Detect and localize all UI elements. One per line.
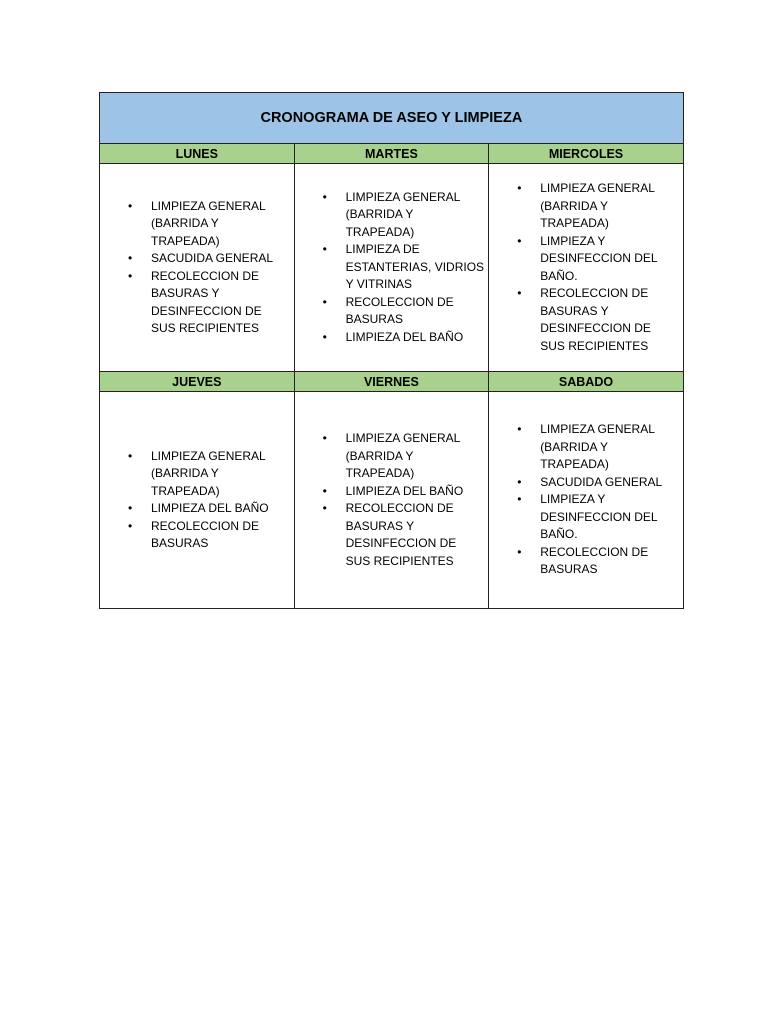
bullet-icon: • bbox=[322, 294, 327, 309]
tasks-cell-viernes bbox=[294, 392, 489, 609]
tasks-cell-martes bbox=[294, 164, 489, 372]
schedule-title: CRONOGRAMA DE ASEO Y LIMPIEZA bbox=[100, 93, 684, 144]
task-text: LIMPIEZA DEL BAÑO bbox=[345, 329, 464, 344]
task-item bbox=[517, 474, 679, 492]
task-text: LIMPIEZA GENERAL (BARRIDA Y TRAPEADA) bbox=[540, 181, 655, 230]
day-header-jueves: JUEVES bbox=[100, 372, 295, 392]
task-text: SACUDIDA GENERAL bbox=[540, 474, 663, 489]
task-item bbox=[128, 448, 290, 501]
task-item bbox=[128, 518, 290, 553]
task-text: RECOLECCION DE BASURAS Y DESINFECCION DE SUS RECIPIENTES bbox=[540, 286, 651, 353]
task-text: LIMPIEZA GENERAL (BARRIDA Y TRAPEADA) bbox=[151, 448, 266, 498]
bullet-icon: • bbox=[128, 518, 133, 533]
task-item bbox=[322, 329, 485, 347]
task-text: LIMPIEZA GENERAL (BARRIDA Y TRAPEADA) bbox=[540, 422, 655, 472]
task-text: LIMPIEZA GENERAL (BARRIDA Y TRAPEADA) bbox=[151, 198, 266, 248]
cleaning-schedule-table bbox=[99, 92, 684, 609]
day-header-viernes: VIERNES bbox=[294, 372, 489, 392]
bullet-icon: • bbox=[322, 329, 327, 344]
bullet-icon: • bbox=[322, 189, 327, 204]
tasks-cell-sabado bbox=[489, 392, 684, 609]
task-text: RECOLECCION DE BASURAS Y DESINFECCION DE SUS RECIPIENTES bbox=[345, 501, 457, 568]
bullet-icon: • bbox=[128, 448, 133, 463]
task-list bbox=[295, 189, 489, 347]
task-item bbox=[517, 233, 679, 286]
bullet-icon: • bbox=[128, 251, 133, 265]
task-item bbox=[128, 268, 290, 338]
task-text: LIMPIEZA DEL BAÑO bbox=[151, 501, 269, 515]
task-item bbox=[322, 500, 485, 570]
task-text: LIMPIEZA DEL BAÑO bbox=[345, 483, 464, 498]
bullet-icon: • bbox=[517, 544, 522, 559]
task-list bbox=[489, 180, 683, 355]
tasks-row bbox=[100, 392, 684, 609]
task-text: LIMPIEZA Y DESINFECCION DEL BAÑO. bbox=[540, 492, 658, 542]
bullet-icon: • bbox=[517, 492, 522, 507]
bullet-icon: • bbox=[322, 501, 327, 515]
task-item bbox=[517, 180, 679, 233]
tasks-row bbox=[100, 164, 684, 372]
day-header-sabado: SABADO bbox=[489, 372, 684, 392]
bullet-icon: • bbox=[322, 431, 327, 445]
task-item bbox=[128, 250, 290, 268]
bullet-icon: • bbox=[128, 268, 133, 283]
bullet-icon: • bbox=[322, 483, 327, 498]
task-item bbox=[517, 421, 679, 474]
day-header-row bbox=[100, 144, 684, 164]
bullet-icon: • bbox=[517, 286, 522, 300]
task-text: LIMPIEZA Y DESINFECCION DEL BAÑO. bbox=[540, 233, 658, 283]
task-text: LIMPIEZA GENERAL (BARRIDA Y TRAPEADA) bbox=[345, 431, 460, 480]
task-text: RECOLECCION DE BASURAS Y DESINFECCION DE SUS RECIPIENTES bbox=[151, 268, 262, 335]
task-item bbox=[128, 198, 290, 251]
bullet-icon: • bbox=[517, 181, 522, 195]
task-item bbox=[517, 491, 679, 544]
task-list bbox=[100, 198, 294, 338]
task-list bbox=[489, 421, 683, 579]
task-text: LIMPIEZA DE ESTANTERIAS, VIDRIOS Y VITRINAS bbox=[345, 242, 485, 292]
tasks-cell-jueves bbox=[100, 392, 295, 609]
task-item bbox=[322, 483, 485, 501]
bullet-icon: • bbox=[517, 422, 522, 437]
task-text: RECOLECCION DE BASURAS bbox=[540, 544, 649, 577]
bullet-icon: • bbox=[517, 474, 522, 489]
bullet-icon: • bbox=[128, 198, 133, 213]
task-item bbox=[322, 430, 485, 483]
day-header-lunes: LUNES bbox=[100, 144, 295, 164]
task-item bbox=[322, 189, 485, 242]
task-text: RECOLECCION DE BASURAS bbox=[345, 294, 454, 327]
task-item bbox=[128, 500, 290, 518]
tasks-cell-miercoles bbox=[489, 164, 684, 372]
task-list bbox=[295, 430, 489, 570]
task-item bbox=[322, 294, 485, 329]
bullet-icon: • bbox=[128, 501, 133, 515]
day-header-miercoles: MIERCOLES bbox=[489, 144, 684, 164]
tasks-cell-lunes bbox=[100, 164, 295, 372]
bullet-icon: • bbox=[517, 233, 522, 248]
day-header-martes: MARTES bbox=[294, 144, 489, 164]
task-text: LIMPIEZA GENERAL (BARRIDA Y TRAPEADA) bbox=[345, 189, 460, 239]
task-list bbox=[100, 448, 294, 553]
bullet-icon: • bbox=[322, 242, 327, 257]
task-text: SACUDIDA GENERAL bbox=[151, 251, 274, 265]
task-item bbox=[322, 241, 485, 294]
task-item bbox=[517, 544, 679, 579]
day-header-row bbox=[100, 372, 684, 392]
task-item bbox=[517, 285, 679, 355]
task-text: RECOLECCION DE BASURAS bbox=[151, 518, 260, 550]
